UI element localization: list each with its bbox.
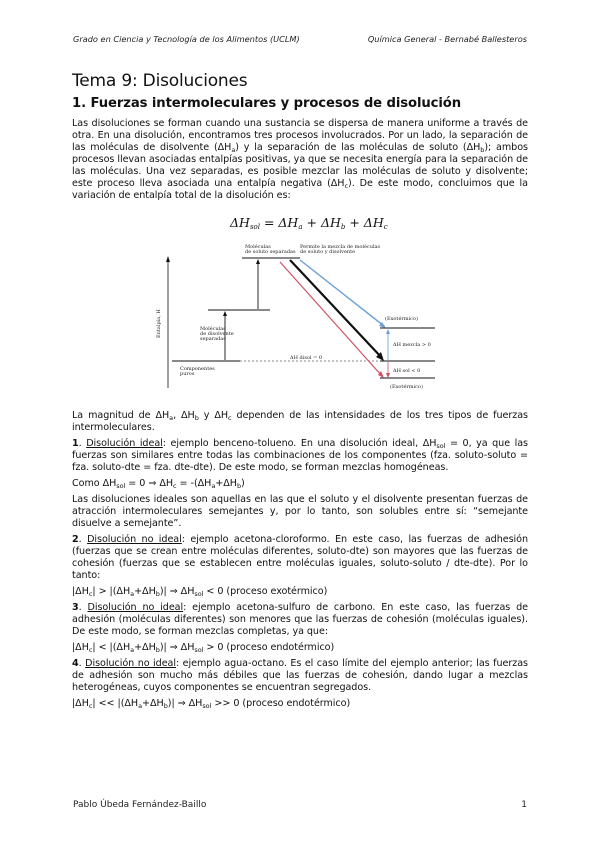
page-title: Tema 9: Disoluciones xyxy=(72,71,248,91)
svg-text:Permite la mezcla de moléculas: Permite la mezcla de moléculas xyxy=(300,244,381,250)
case-4-equation: $|\Delta H_c| << |(\Delta H_a+\Delta H_b)|$ ⇒ $\Delta H_{sol} >> 0$ (proceso endotérmico) xyxy=(72,698,351,710)
svg-text:de disolvente: de disolvente xyxy=(200,331,234,337)
svg-text:ΔH sol < 0: ΔH sol < 0 xyxy=(393,368,421,374)
svg-text:de soluto separadas: de soluto separadas xyxy=(245,249,296,255)
svg-text:separadas: separadas xyxy=(200,336,226,342)
svg-text:(Exotérmico): (Exotérmico) xyxy=(385,316,418,322)
case-1-paragraph: 1. Disolución ideal: ejemplo benceno-tolueno. En una disolución ideal, $\Delta H_{sol} = 0$, ya que las fuerzas son similares entre todas las combinaciones de los componentes (fza. soluto-soluto = fza. soluto-dte = fza. dte-dte). De este modo, se forman mezclas homogéneas. xyxy=(72,438,529,473)
page-number: 1 xyxy=(521,800,527,810)
ideal-definition: Las disoluciones ideales son aquellas en las que el soluto y el disolvente presentan fuerzas de atracción intermoleculares semejantes y, por lo tanto, son solubles entre sí: “semejante disuelve a semejante”. xyxy=(72,494,528,529)
svg-text:Componentes: Componentes xyxy=(180,366,215,372)
svg-text:ΔH disol = 0: ΔH disol = 0 xyxy=(290,355,323,361)
enthalpy-diagram xyxy=(150,238,450,400)
case-4-paragraph: 4. Disolución no ideal: ejemplo agua-octano. Es el caso límite del ejemplo anterior; las fuerzas de adhesión son mucho más débiles que las fuerzas de cohesión, dando lugar a mezclas heterogéneas, cuyos componentes se encuentran segregados. xyxy=(72,658,528,693)
svg-text:puros: puros xyxy=(180,371,195,377)
section-title: 1. Fuerzas intermoleculares y procesos de disolución xyxy=(72,96,462,111)
svg-text:Moléculas: Moléculas xyxy=(200,326,226,332)
footer-author: Pablo Úbeda Fernández-Baillo xyxy=(73,800,207,810)
svg-text:de soluto y disolvente: de soluto y disolvente xyxy=(300,249,356,255)
body-text xyxy=(72,410,528,714)
intro-paragraph: Las disoluciones se forman cuando una sustancia se dispersa de manera uniforme a través de otra. En una disolución, encontramos tres procesos involucrados. Por un lado, la separación de las moléculas de disolvente $(\Delta H_a)$ y la separación de las moléculas de soluto $(\Delta H_b)$; ambos procesos llevan asociadas entalpías positivas, ya que se necesita energía para la separación de las moléculas. Una vez separadas, es posible mezclar las moléculas de soluto y disolvente; este proceso lleva asociada una entalpía negativa $(\Delta H_c)$. De este modo, concluimos que la variación de entalpía total de la disolución es: xyxy=(72,118,528,201)
enthalpy-formula: $\Delta H_{sol} = \Delta H_a + \Delta H_b + \Delta H_c$ xyxy=(230,215,388,231)
svg-text:Moléculas: Moléculas xyxy=(245,244,271,250)
y-axis-label: Entalpía, H xyxy=(156,309,162,338)
svg-text:ΔH mezcla > 0: ΔH mezcla > 0 xyxy=(393,342,431,348)
case-2-equation: $|\Delta H_c| > |(\Delta H_a+\Delta H_b)|$ ⇒ $\Delta H_{sol} < 0$ (proceso exotérmico) xyxy=(72,586,328,598)
magnitude-paragraph: La magnitud de $\Delta H_a$, $\Delta H_b$ y $\Delta H_c$ dependen de las intensidades de los tres tipos de fuerzas intermoleculares. xyxy=(72,410,528,433)
como-equation: Como $\Delta H_{sol} = 0$ ⇒ $\Delta H_c = -(\Delta H_a+\Delta H_b)$ xyxy=(72,478,245,490)
header-course: Grado en Ciencia y Tecnología de los Alimentos (UCLM) xyxy=(73,34,300,44)
svg-text:(Exotérmico): (Exotérmico) xyxy=(390,384,423,390)
case-3-equation: $|\Delta H_c| < |(\Delta H_a+\Delta H_b)|$ ⇒ $\Delta H_{sol} > 0$ (proceso endotérmico) xyxy=(72,642,335,654)
case-3-paragraph: 3. Disolución no ideal: ejemplo acetona-sulfuro de carbono. En este caso, las fuerzas de adhesión (moléculas diferentes) son menores que las fuerzas de cohesión (moléculas iguales). De este modo, se forman mezclas completas, ya que: xyxy=(72,602,529,637)
header-subject: Química General - Bernabé Ballesteros xyxy=(367,34,527,44)
case-2-paragraph: 2. Disolución no ideal: ejemplo acetona-cloroformo. En este caso, las fuerzas de adhesión (fuerzas que se crean entre moléculas diferentes, soluto-dte) son mayores que las fuerzas de cohesión (fuerzas que se establecen entre moléculas iguales, soluto-soluto / dte-dte). Por lo tanto: xyxy=(72,534,529,581)
